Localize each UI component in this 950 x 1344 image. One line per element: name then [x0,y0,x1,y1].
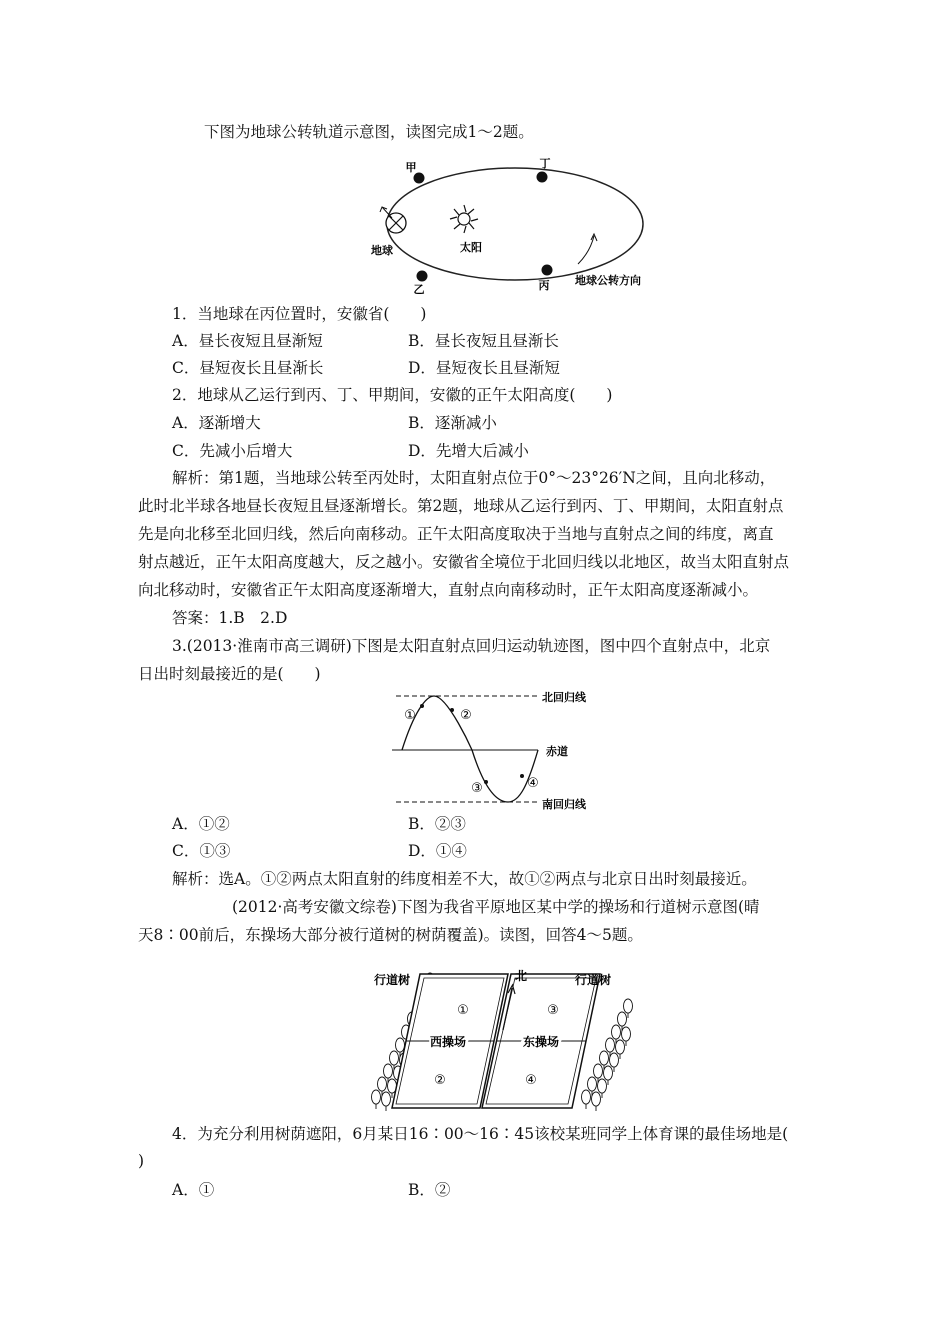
playground-diagram [368,962,638,1122]
q1-option-c: C．昼短夜长且昼渐长 [172,359,324,377]
label-jia: 甲 [405,161,417,174]
point-2: ② [460,708,472,723]
q1-stem: 1．当地球在丙位置时，安徽省( ) [172,305,427,323]
point-1: ① [404,708,416,723]
area-1: ① [457,1003,469,1018]
point-3: ③ [471,781,483,796]
q1-option-a: A．昼长夜短且昼渐短 [172,332,323,350]
area-3: ③ [547,1003,559,1018]
q4-stem-1: 4．为充分利用树荫遮阳，6月某日16∶00～16∶45该校某班同学上体育课的最佳场地是( [172,1125,789,1143]
q3-option-d: D．①④ [408,842,467,860]
analysis-line: 射点越近，正午太阳高度越大，反之越小。安徽省全境位于北回归线以北地区，故当太阳直射点 [138,553,790,571]
q3-stem-2: 日出时刻最接近的是( ) [138,665,321,683]
q4-option-b: B．② [408,1181,451,1199]
answer-line: 答案：1.B 2.D [172,609,288,627]
intro-text-1: 下图为地球公转轨道示意图，读图完成1～2题。 [204,123,534,141]
label-west: 西操场 [429,1035,467,1049]
position-jia [414,173,425,184]
label-equator: 赤道 [546,745,568,758]
q2-stem: 2．地球从乙运行到丙、丁、甲期间，安徽的正午太阳高度( ) [172,386,613,404]
analysis-line: 向北移动时，安徽省正午太阳高度逐渐增大，直射点向南移动时，正午太阳高度逐渐减小。 [138,581,759,599]
q2-option-c: C．先减小后增大 [172,442,293,460]
analysis-line: 先是向北移至北回归线，然后向南移动。正午太阳高度取决于当地与直射点之间的纬度，离直 [138,525,774,543]
analysis-line: 此时北半球各地昼长夜短且昼逐渐增长。第2题，地球从乙运行到丙、丁、甲期间，太阳直射点 [138,497,784,515]
area-2: ② [434,1073,446,1088]
q2-option-d: D．先增大后减小 [408,442,529,460]
earth-icon [380,207,406,233]
q4-stem-2: ) [138,1152,145,1170]
q3-option-c: C．①③ [172,842,231,860]
label-bing: 丙 [538,279,550,292]
sun-icon [450,205,478,233]
subsolar-diagram [388,688,618,816]
label-tree-right: 行道树 [574,973,612,987]
label-north: 北 [514,969,528,983]
label-north-tropic: 北回归线 [542,691,586,704]
point-4: ④ [527,776,539,791]
label-south-tropic: 南回归线 [542,798,586,811]
orbit-diagram [330,152,660,297]
label-yi: 乙 [413,283,425,296]
position-yi [417,271,428,282]
label-earth: 地球 [371,244,393,257]
q3-option-a: A．①② [172,815,230,833]
analysis-line: 解析：第1题，当地球公转至丙处时，太阳直射点位于0°～23°26′N之间，且向北移动， [172,469,776,487]
label-ding: 丁 [539,157,551,170]
label-sun: 太阳 [460,241,482,254]
q1-option-d: D．昼短夜长且昼渐短 [408,359,560,377]
q4-option-a: A．① [172,1181,215,1199]
label-direction: 地球公转方向 [575,274,641,287]
intro-text-2a: (2012·高考安徽文综卷)下图为我省平原地区某中学的操场和行道树示意图(晴 [232,898,760,916]
q3-stem-1: 3.(2013·淮南市高三调研)下图是太阳直射点回归运动轨迹图，图中四个直射点中，北京 [172,637,771,655]
area-4: ④ [525,1073,537,1088]
q2-option-b: B．逐渐减小 [408,414,497,432]
label-east: 东操场 [522,1035,560,1049]
intro-text-2b: 天8∶00前后，东操场大部分被行道树的树荫覆盖)。读图，回答4～5题。 [138,926,643,944]
position-bing [542,265,553,276]
q3-option-b: B．②③ [408,815,466,833]
label-tree-left: 行道树 [373,973,411,987]
position-ding [537,172,548,183]
q1-option-b: B．昼长夜短且昼渐长 [408,332,559,350]
analysis-3: 解析：选A。①②两点太阳直射的纬度相差不大，故①②两点与北京日出时刻最接近。 [172,870,757,888]
direction-arrow-icon [578,236,594,264]
q2-option-a: A．逐渐增大 [172,414,261,432]
